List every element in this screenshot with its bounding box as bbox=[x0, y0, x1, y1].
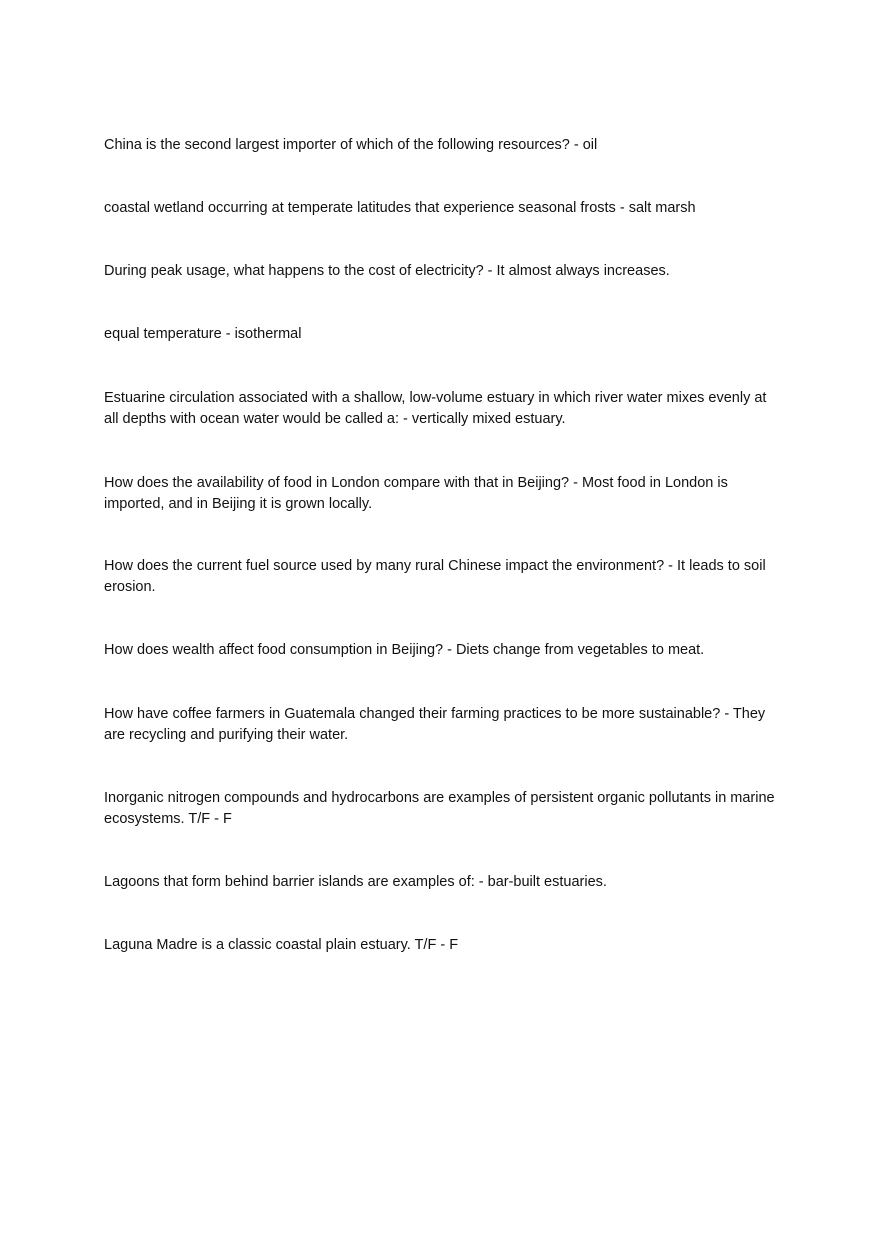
flashcard-entry: China is the second largest importer of which of the following resources? - oil bbox=[104, 137, 598, 153]
flashcard-entry: Lagoons that form behind barrier islands are examples of: - bar-built estuaries. bbox=[104, 874, 607, 890]
flashcard-entry: Estuarine circulation associated with a shallow, low-volume estuary in which river water mixes evenly at all depths with ocean water would be called a: - vertically mixed estuary. bbox=[104, 390, 767, 427]
flashcard-entry: Inorganic nitrogen compounds and hydrocarbons are examples of persistent organic pollutants in marine ecosystems. T/F - F bbox=[104, 790, 775, 827]
flashcard-entry: How does the availability of food in London compare with that in Beijing? - Most food in London is imported, and in Beijing it is grown locally. bbox=[104, 475, 728, 512]
flashcard-entry: How does wealth affect food consumption in Beijing? - Diets change from vegetables to meat. bbox=[104, 642, 705, 658]
flashcard-entry: How does the current fuel source used by many rural Chinese impact the environment? - It leads to soil erosion. bbox=[104, 558, 766, 595]
flashcard-entry: Laguna Madre is a classic coastal plain estuary. T/F - F bbox=[104, 937, 459, 953]
flashcard-entry: equal temperature - isothermal bbox=[104, 326, 302, 342]
flashcard-entry: How have coffee farmers in Guatemala changed their farming practices to be more sustainable? - They are recycling and purifying their water. bbox=[104, 706, 766, 743]
flashcard-entry: coastal wetland occurring at temperate latitudes that experience seasonal frosts - salt marsh bbox=[104, 200, 696, 216]
flashcard-entry: During peak usage, what happens to the cost of electricity? - It almost always increases. bbox=[104, 263, 670, 279]
